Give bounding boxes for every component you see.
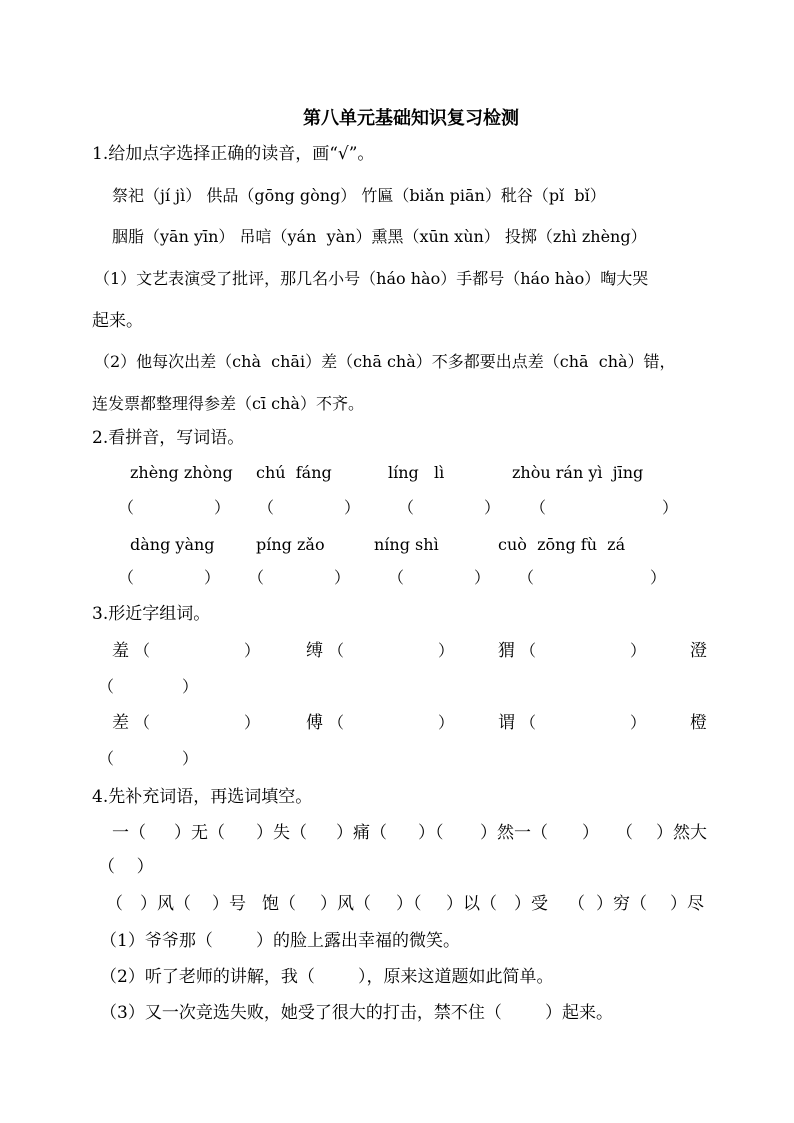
- answer-paren-close: ）: [204, 568, 221, 587]
- answer-paren-close: ）: [182, 749, 199, 768]
- q2-pinyin: píng zǎo: [256, 535, 325, 554]
- q1-sentence2-line2: 连发票都整理得参差（cī chà）不齐。: [92, 394, 364, 413]
- answer-paren-open: （: [248, 568, 265, 587]
- q3-char: 傅: [306, 713, 323, 733]
- idiom-fragment: （: [568, 894, 585, 914]
- q4-sentence: （1）爷爷那（ ）的脸上露出幸福的微笑。: [100, 931, 461, 951]
- answer-paren-open: （: [118, 498, 135, 517]
- q3-char: 橙: [690, 713, 707, 733]
- q2-pinyin: líng lì: [388, 463, 445, 482]
- idiom-fragment: ）然一（: [480, 823, 548, 843]
- q3-char: 缚: [306, 641, 323, 661]
- q3-char: 澄: [690, 641, 707, 661]
- answer-paren-close: ）: [182, 677, 199, 696]
- answer-paren-open: （: [328, 641, 345, 660]
- answer-paren-open: （: [258, 498, 275, 517]
- answer-paren-close: ）: [244, 641, 261, 660]
- q3-char: 羞: [112, 641, 129, 661]
- q3-heading: 3.形近字组词。: [92, 604, 211, 624]
- idiom-fragment: ）号: [212, 894, 246, 914]
- idiom-fragment: ）失（: [256, 823, 307, 843]
- idiom-fragment: ）（: [396, 894, 422, 914]
- q4-sentence: （2）听了老师的讲解，我（ ），原来这道题如此简单。: [100, 967, 554, 987]
- answer-paren-close: ）: [474, 568, 491, 587]
- answer-paren-open: （: [328, 713, 345, 732]
- idiom-fragment: ）痛（: [336, 823, 387, 843]
- answer-paren-open: （: [398, 498, 415, 517]
- page-title: 第八单元基础知识复习检测: [303, 108, 519, 129]
- q2-pinyin: chú fáng: [256, 463, 332, 482]
- answer-paren-open: （: [134, 641, 151, 660]
- q1-sentence1-line1: （1）文艺表演受了批评，那几名小号（háo hào）手都号（háo hào）啕大哭: [94, 269, 649, 288]
- answer-paren-close: ）: [438, 713, 455, 732]
- answer-paren-open: （: [530, 498, 547, 517]
- idiom-fragment: （: [106, 894, 123, 914]
- q2-pinyin: cuò zōng fù zá: [498, 535, 626, 554]
- idiom-fragment: ）风（: [140, 894, 191, 914]
- idiom-fragment: ）风（: [320, 894, 371, 914]
- answer-paren-close: ）: [438, 641, 455, 660]
- idiom-fragment: ）无（: [174, 823, 225, 843]
- q2-heading: 2.看拼音，写词语。: [92, 428, 245, 448]
- answer-paren-open: （: [520, 713, 537, 732]
- idiom-fragment: 饱（: [262, 894, 296, 914]
- idiom-fragment: ）穷（: [596, 894, 647, 914]
- q3-char: 猬: [498, 641, 515, 661]
- answer-paren-open: （: [520, 641, 537, 660]
- answer-paren-close: ）: [214, 498, 231, 517]
- q1-row2: 胭脂（yān yīn） 吊唁（yán yàn）熏黑（xūn xùn） 投掷（zhì zhèng）: [112, 227, 647, 246]
- answer-paren-close: ）: [344, 498, 361, 517]
- idiom-fragment: 一（: [112, 823, 146, 843]
- answer-paren-open: （: [98, 677, 115, 696]
- q2-pinyin: zhòu rán yì jīng: [512, 463, 644, 482]
- answer-paren-close: ）: [484, 498, 501, 517]
- answer-paren-close: ）: [630, 641, 647, 660]
- q4-sentence: （3）又一次竞选失败，她受了很大的打击，禁不住（ ）起来。: [100, 1003, 614, 1023]
- q3-char: 谓: [498, 713, 515, 733]
- idiom-fragment: ）受: [514, 894, 548, 914]
- idiom-fragment: ）然大: [656, 823, 707, 843]
- answer-paren-close: ）: [650, 568, 667, 587]
- answer-paren-close: ）: [334, 568, 351, 587]
- idiom-fragment: （ ）: [98, 857, 154, 877]
- q3-char: 差: [112, 713, 129, 733]
- q1-heading: 1.给加点字选择正确的读音，画“√”。: [92, 144, 375, 164]
- q4-heading: 4.先补充词语，再选词填空。: [92, 787, 313, 807]
- q1-sentence1-line2: 起来。: [92, 311, 143, 331]
- idiom-fragment: ）尽: [670, 894, 704, 914]
- answer-paren-close: ）: [630, 713, 647, 732]
- q1-sentence2-line1: （2）他每次出差（chà chāi）差（chā chà）不多都要出点差（chā chà）错，: [94, 352, 676, 371]
- idiom-fragment: ）（: [418, 823, 444, 843]
- answer-paren-open: （: [518, 568, 535, 587]
- q2-pinyin: zhèng zhòng: [130, 463, 233, 482]
- idiom-fragment: ）以（: [446, 894, 497, 914]
- answer-paren-open: （: [134, 713, 151, 732]
- answer-paren-close: ）: [244, 713, 261, 732]
- answer-paren-close: ）: [662, 498, 679, 517]
- answer-paren-open: （: [388, 568, 405, 587]
- answer-paren-open: （: [98, 749, 115, 768]
- idiom-fragment: ）: [582, 823, 599, 843]
- answer-paren-open: （: [118, 568, 135, 587]
- q1-row1: 祭祀（jí jì） 供品（gōng gòng） 竹匾（biǎn piān）秕谷（pǐ bǐ）: [112, 186, 606, 205]
- q2-pinyin: níng shì: [374, 535, 439, 554]
- q2-pinyin: dàng yàng: [130, 535, 215, 554]
- idiom-fragment: （: [616, 823, 633, 843]
